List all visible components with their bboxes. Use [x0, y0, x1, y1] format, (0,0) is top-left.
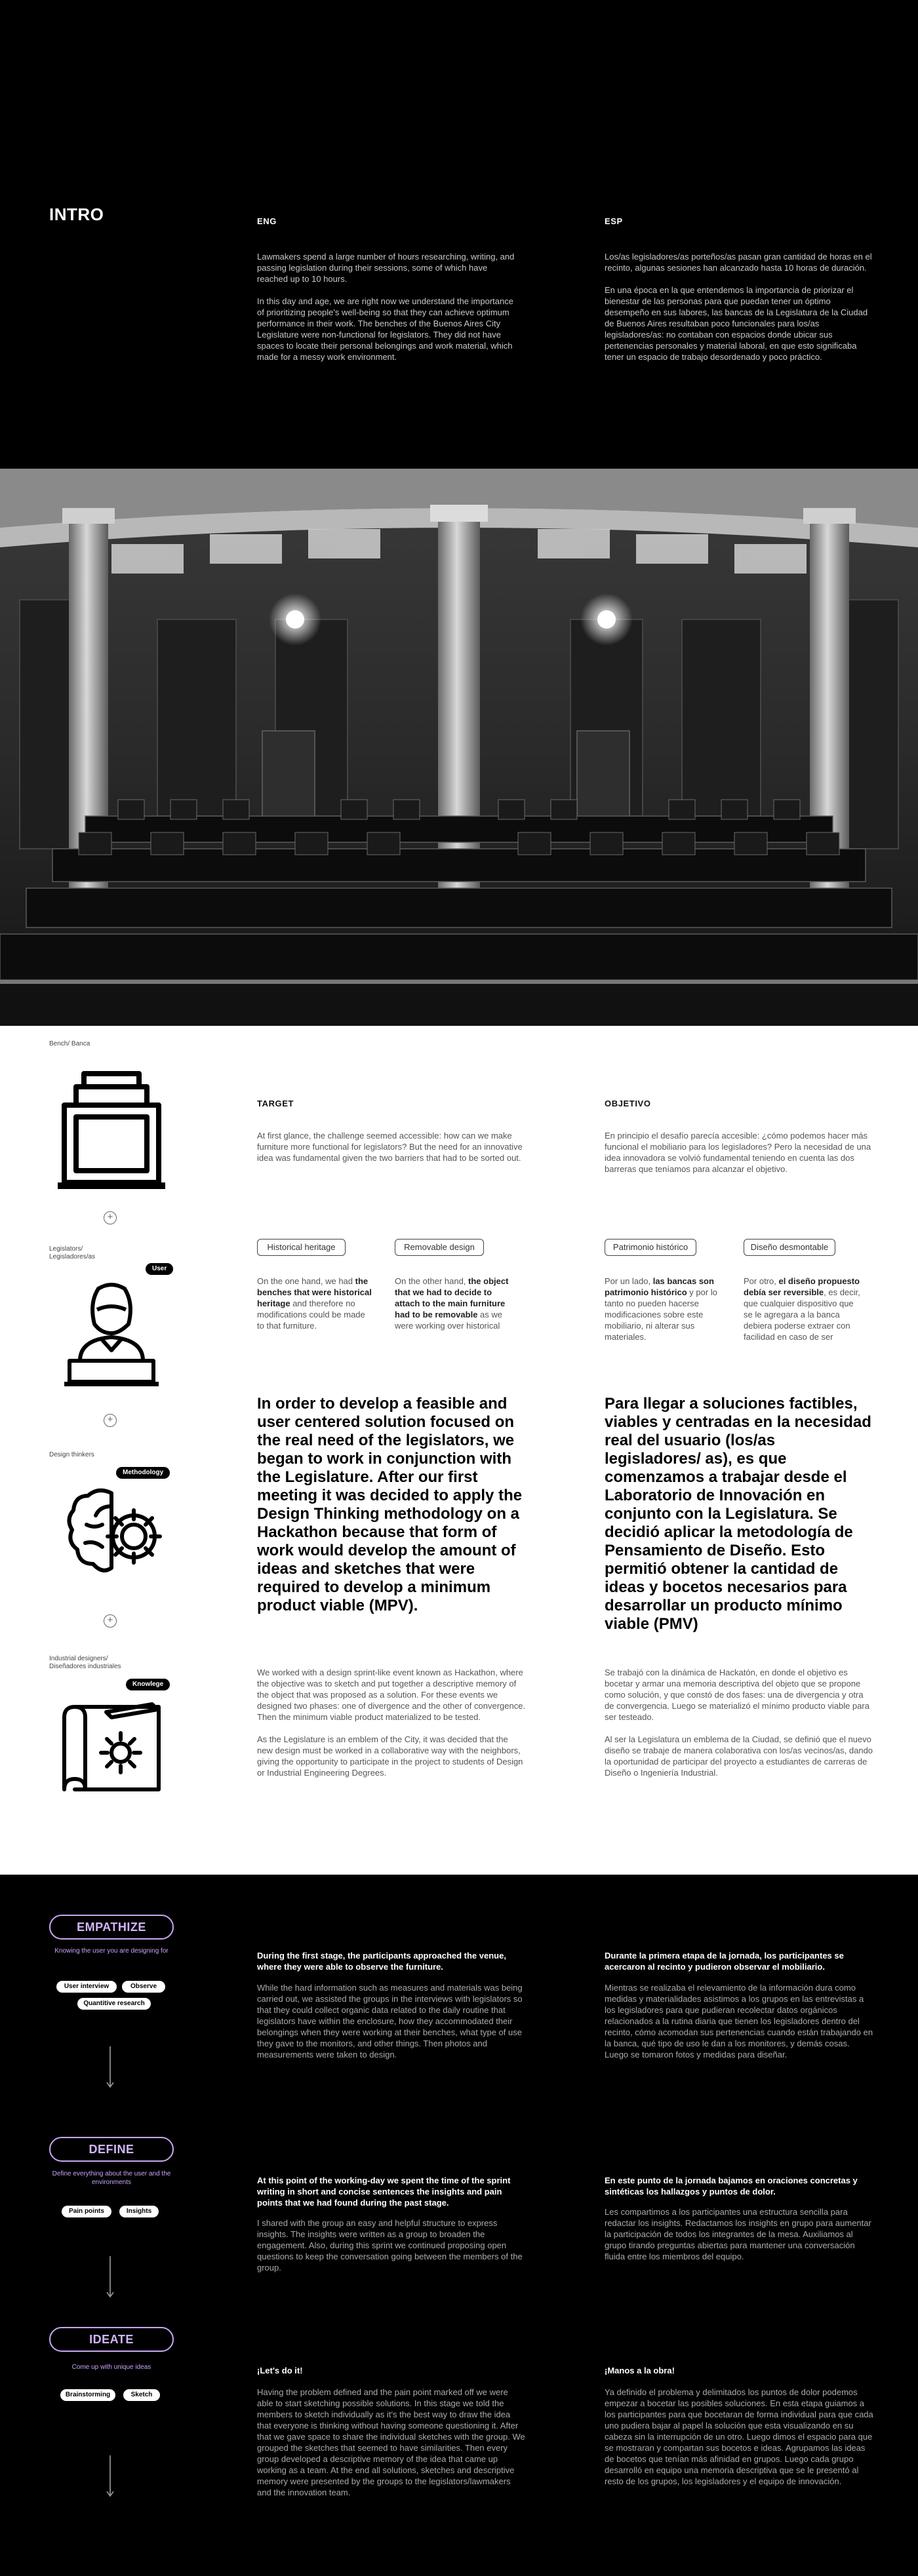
plus-icon-3: + [104, 1614, 117, 1628]
ideate-eng-head: ¡Let's do it! [257, 2366, 303, 2375]
ideate-eng-body: Having the problem defined and the pain point marked off we were able to start sketching possible solutions. In this stage we told the members to sketch individually as it's the best way to draw the idea that everyone is thinking without having someone questioning it. After that we gave space to share the individual sketches with the group. We grouped the sketches that seemed to have similarities. Then every group developed a descriptive memory of the idea that came up working as a team. At the end all solutions, sketches and descriptive memory were presented by the groups to the legislators/lawmakers and the innovation team. [257, 2387, 525, 2497]
user-chip: User [146, 1263, 173, 1275]
chip-user-interview: User interview [56, 1981, 117, 1993]
ideate-badge: IDEATE [49, 2327, 174, 2352]
ideate-esp-body: Ya definido el problema y delimitados los puntos de dolor podemos empezar a bocetar las posibles soluciones. En esta etapa guiamos a los participantes para que bocetaran de forma individual para que cada uno pudiera bajar al papel la solución que esta visualizando en su cabeza sin la interrupción de un otro. Luego dimos el espacio para que se mostraran y compartan sus bocetos e ideas. Agrupamos las ideas de bocetos que tenían más afinidad en grupos. Luego cada grupo desarrolló en equipo una memoria descriptiva que se le presentó al resto de los grupos, los legisladores y el equipo de innovación. [605, 2387, 873, 2486]
intro-section [0, 0, 918, 469]
bench-icon [58, 1070, 165, 1191]
define-eng-head: At this point of the working-day we spent the time of the sprint writing in short and concise sentences the insights and pain points that we had found during the past stage. [257, 2176, 511, 2208]
hackathon-esp-text: Se trabajó con la dinámica de Hackatón, en donde el objetivo es bocetar y armar una memoria descriptiva del objeto que se propone como solución, y que constó de dos fases: una de divergencia y otra de convergencia. Luego se materializó el mínimo producto viable para ser testeado. Al ser la Legislatura un emblema de la Ciudad, se definió que el nuevo diseño se trabaje de manera colaborativa con los/as vecinos/as, dando la oportunidad de participar del proyecto a estudiantes de carreras de Diseño o Ingeniería Industrial. [605, 1668, 873, 1778]
intro-eng-text: Lawmakers spend a large number of hours researching, writing, and passing legislation during their sessions, some of which have reached up to 10 hours. In this day and age, we are right now we understand the importance of prioritizing people's well-being so that they can achieve optimum performance in their work. The benches of the Buenos Aires City Legislature were non-functional for legislators. They did not have spaces to locate their personal belongings and work material, which made for a messy work environment. [257, 252, 515, 362]
barrier-eng-1: On the one hand, we had the benches that were historical heritage and therefore no modifications could be made to that furniture. [257, 1276, 372, 1331]
industrial-designers-label: Industrial designers/ Diseñadores industriales [49, 1655, 121, 1670]
target-esp-text: En principio el desafío parecía accesible: ¿cómo podemos hacer más funcional el mobiliario para los legisladores? Pero la necesidad de una idea innovadora se volvió fundamental teniendo en cuenta las dos barreras que teníamos para alcanzar el objetivo. [605, 1131, 871, 1174]
target-heading: TARGET [257, 1099, 294, 1108]
intro-title: INTRO [49, 205, 104, 224]
empathize-esp-body: Mientras se realizaba el relevamiento de la información dura como medidas y materialidades asistimos a los grupos en las entrevistas a los legisladores para que pudieran recolectar datos orgánicos relacionados a la rutina diaria que tienen los legisladores dentro del recinto, cómo acomodan sus pertenencias cuando están trabajando en la banca, qué tipo de uso le dan a los monitores, y demás cosas. Luego se tomaron fotos y medidas para diseñar. [605, 1983, 873, 2059]
intro-esp-text: Los/as legisladores/as porteños/as pasan gran cantidad de horas en el recinto, algunas sesiones han alcanzado hasta 10 horas de duración. En una época en la que entendemos la importancia de priorizar el bienestar de las personas para que puedan tener un óptimo desempeño en sus labores, las bancas de la Legislatura de la Ciudad de Buenos Aires resultaban poco funcionales para los/as legisladores/as: no contaban con espacios donde ubicar sus pertenencias personales y material laboral, en que esto significaba tener un espacio de trabajo desordenado y poco práctico. [605, 252, 872, 362]
ideate-esp-head: ¡Manos a la obra! [605, 2366, 675, 2375]
empathize-eng-head: During the first stage, the participants approached the venue, where they were able to observe the furniture. [257, 1951, 506, 1972]
tag-removable-design: Removable design [395, 1239, 484, 1256]
legislature-chamber-photo [0, 469, 918, 1026]
tag-historical-heritage: Historical heritage [257, 1239, 346, 1256]
barrier-esp-1: Por un lado, las bancas son patrimonio histórico y por lo tanto no pueden hacerse modificaciones sobre este mobiliario, ni alterar sus materiales. [605, 1276, 717, 1342]
process-section [0, 1875, 918, 2576]
ideate-subtitle: Come up with unique ideas [71, 2364, 151, 2371]
tag-diseno-desmontable: Diseño desmontable [744, 1239, 835, 1256]
legislators-label: Legislators/ Legisladores/as [49, 1245, 96, 1260]
define-subtitle: Define everything about the user and the environments [52, 2170, 171, 2186]
define-badge: DEFINE [49, 2137, 174, 2162]
barrier-eng-2: On the other hand, the object that we had to decide to attach to the main furniture had to be removable as we were working over historical [395, 1276, 509, 1331]
design-thinkers-label: Design thinkers [49, 1451, 94, 1458]
brain-gear-icon [66, 1487, 163, 1578]
chip-sketch: Sketch [123, 2389, 160, 2401]
plus-icon-1: + [104, 1211, 117, 1224]
empathize-badge: EMPATHIZE [49, 1915, 174, 1940]
arrow-down-icon [106, 2455, 114, 2497]
empathize-subtitle: Knowing the user you are designing for [54, 1947, 169, 1955]
chamber-illustration [0, 469, 918, 1026]
bench-label: Bench/ Banca [49, 1040, 90, 1047]
esp-tag: ESP [605, 216, 623, 226]
chip-insights: Insights [119, 2206, 159, 2217]
arrow-down-icon [106, 2046, 114, 2088]
chip-observe: Observe [122, 1981, 165, 1993]
arrow-down-icon [106, 2256, 114, 2298]
tag-patrimonio-historico: Patrimonio histórico [605, 1239, 696, 1256]
statement-esp: Para llegar a soluciones factibles, viables y centradas en la necesidad real del usuario (los/as legisladores/ as), es que comenzamos a trabajar desde el Laboratorio de Innovación en conjunto con la Legislatura. Se decidió aplicar la metodología de Pensamiento de Diseño. Esto permitió obtener la cantidad de ideas y bocetos necesarios para desarrollar un producto mínimo viable (PMV) [605, 1395, 871, 1633]
chip-quantitive-research: Quantitive research [77, 1998, 151, 2010]
objetivo-heading: OBJETIVO [605, 1099, 651, 1108]
target-eng-text: At first glance, the challenge seemed accessible: how can we make furniture more functional for legislators? But the need for an innovative idea was fundamental given the two barriers that had to be sorted out. [257, 1131, 523, 1163]
barrier-esp-2: Por otro, el diseño propuesto debía ser reversible, es decir, que cualquier dispositivo que se le agregara a la banca debiera poderse extraer con facilidad en caso de ser [744, 1276, 860, 1342]
define-eng-body: I shared with the group an easy and helpful structure to express insights. The insights were written as a group to broaden the engagement. Also, during this sprint we continued proposing open questions to keep the conversation going between the members of the group. [257, 2218, 523, 2273]
chip-pain-points: Pain points [62, 2206, 111, 2217]
knowledge-chip: Knowlege [126, 1679, 170, 1690]
blueprint-gear-icon [60, 1698, 163, 1796]
eng-tag: ENG [257, 216, 277, 226]
chip-brainstorming: Brainstorming [60, 2389, 115, 2401]
hackathon-eng-text: We worked with a design sprint-like event known as Hackathon, where the objective was to sketch and put together a descriptive memory of the object that was proposed as a solution. For these events we designed two phases: one of divergence and the other of convergence. Then the minimum viable product materialized to be tested. As the Legislature is an emblem of the City, it was decided that the new design must be worked in a collaborative way with the neighbors, giving the opportunity to participate in the project to students of Design or Industrial Engineering Degrees. [257, 1668, 526, 1778]
statement-eng: In order to develop a feasible and user centered solution focused on the real need of the legislators, we began to work in conjunction with the Legislature. After our first meeting it was decided to apply the Design Thinking methodology on a Hackathon because that form of work would develop the amount of ideas and sketches that were required to develop a minimum product viable (MPV). [257, 1395, 523, 1614]
define-esp-body: Les compartimos a los participantes una estructura sencilla para redactar los insights. Redactamos los insights en grupo para aumentar la participación de todos los integrantes de la mesa. Auxiliamos al grupo tirando preguntas abiertas para mantener una conversación fluida entre los miembros del equipo. [605, 2207, 871, 2261]
methodology-chip: Methodology [116, 1467, 170, 1479]
empathize-eng-body: While the hard information such as measures and materials was being carried out, we assisted the groups in the interviews with legislators so that they could collect organic data related to the daily routine that legislators have within the enclosure, how they accommodated their belongings when they were working at their benches, what type of use they gave to the monitors, and other things. Then photos and measurements were taken to design. [257, 1983, 523, 2059]
empathize-esp-head: Durante la primera etapa de la jornada, los participantes se acercaron al recinto y pudieron observar el mobiliario. [605, 1951, 844, 1972]
plus-icon-2: + [104, 1414, 117, 1427]
define-esp-head: En este punto de la jornada bajamos en oraciones concretas y sintéticas los hallazgos y puntos de dolor. [605, 2176, 858, 2196]
legislator-icon [60, 1283, 163, 1387]
